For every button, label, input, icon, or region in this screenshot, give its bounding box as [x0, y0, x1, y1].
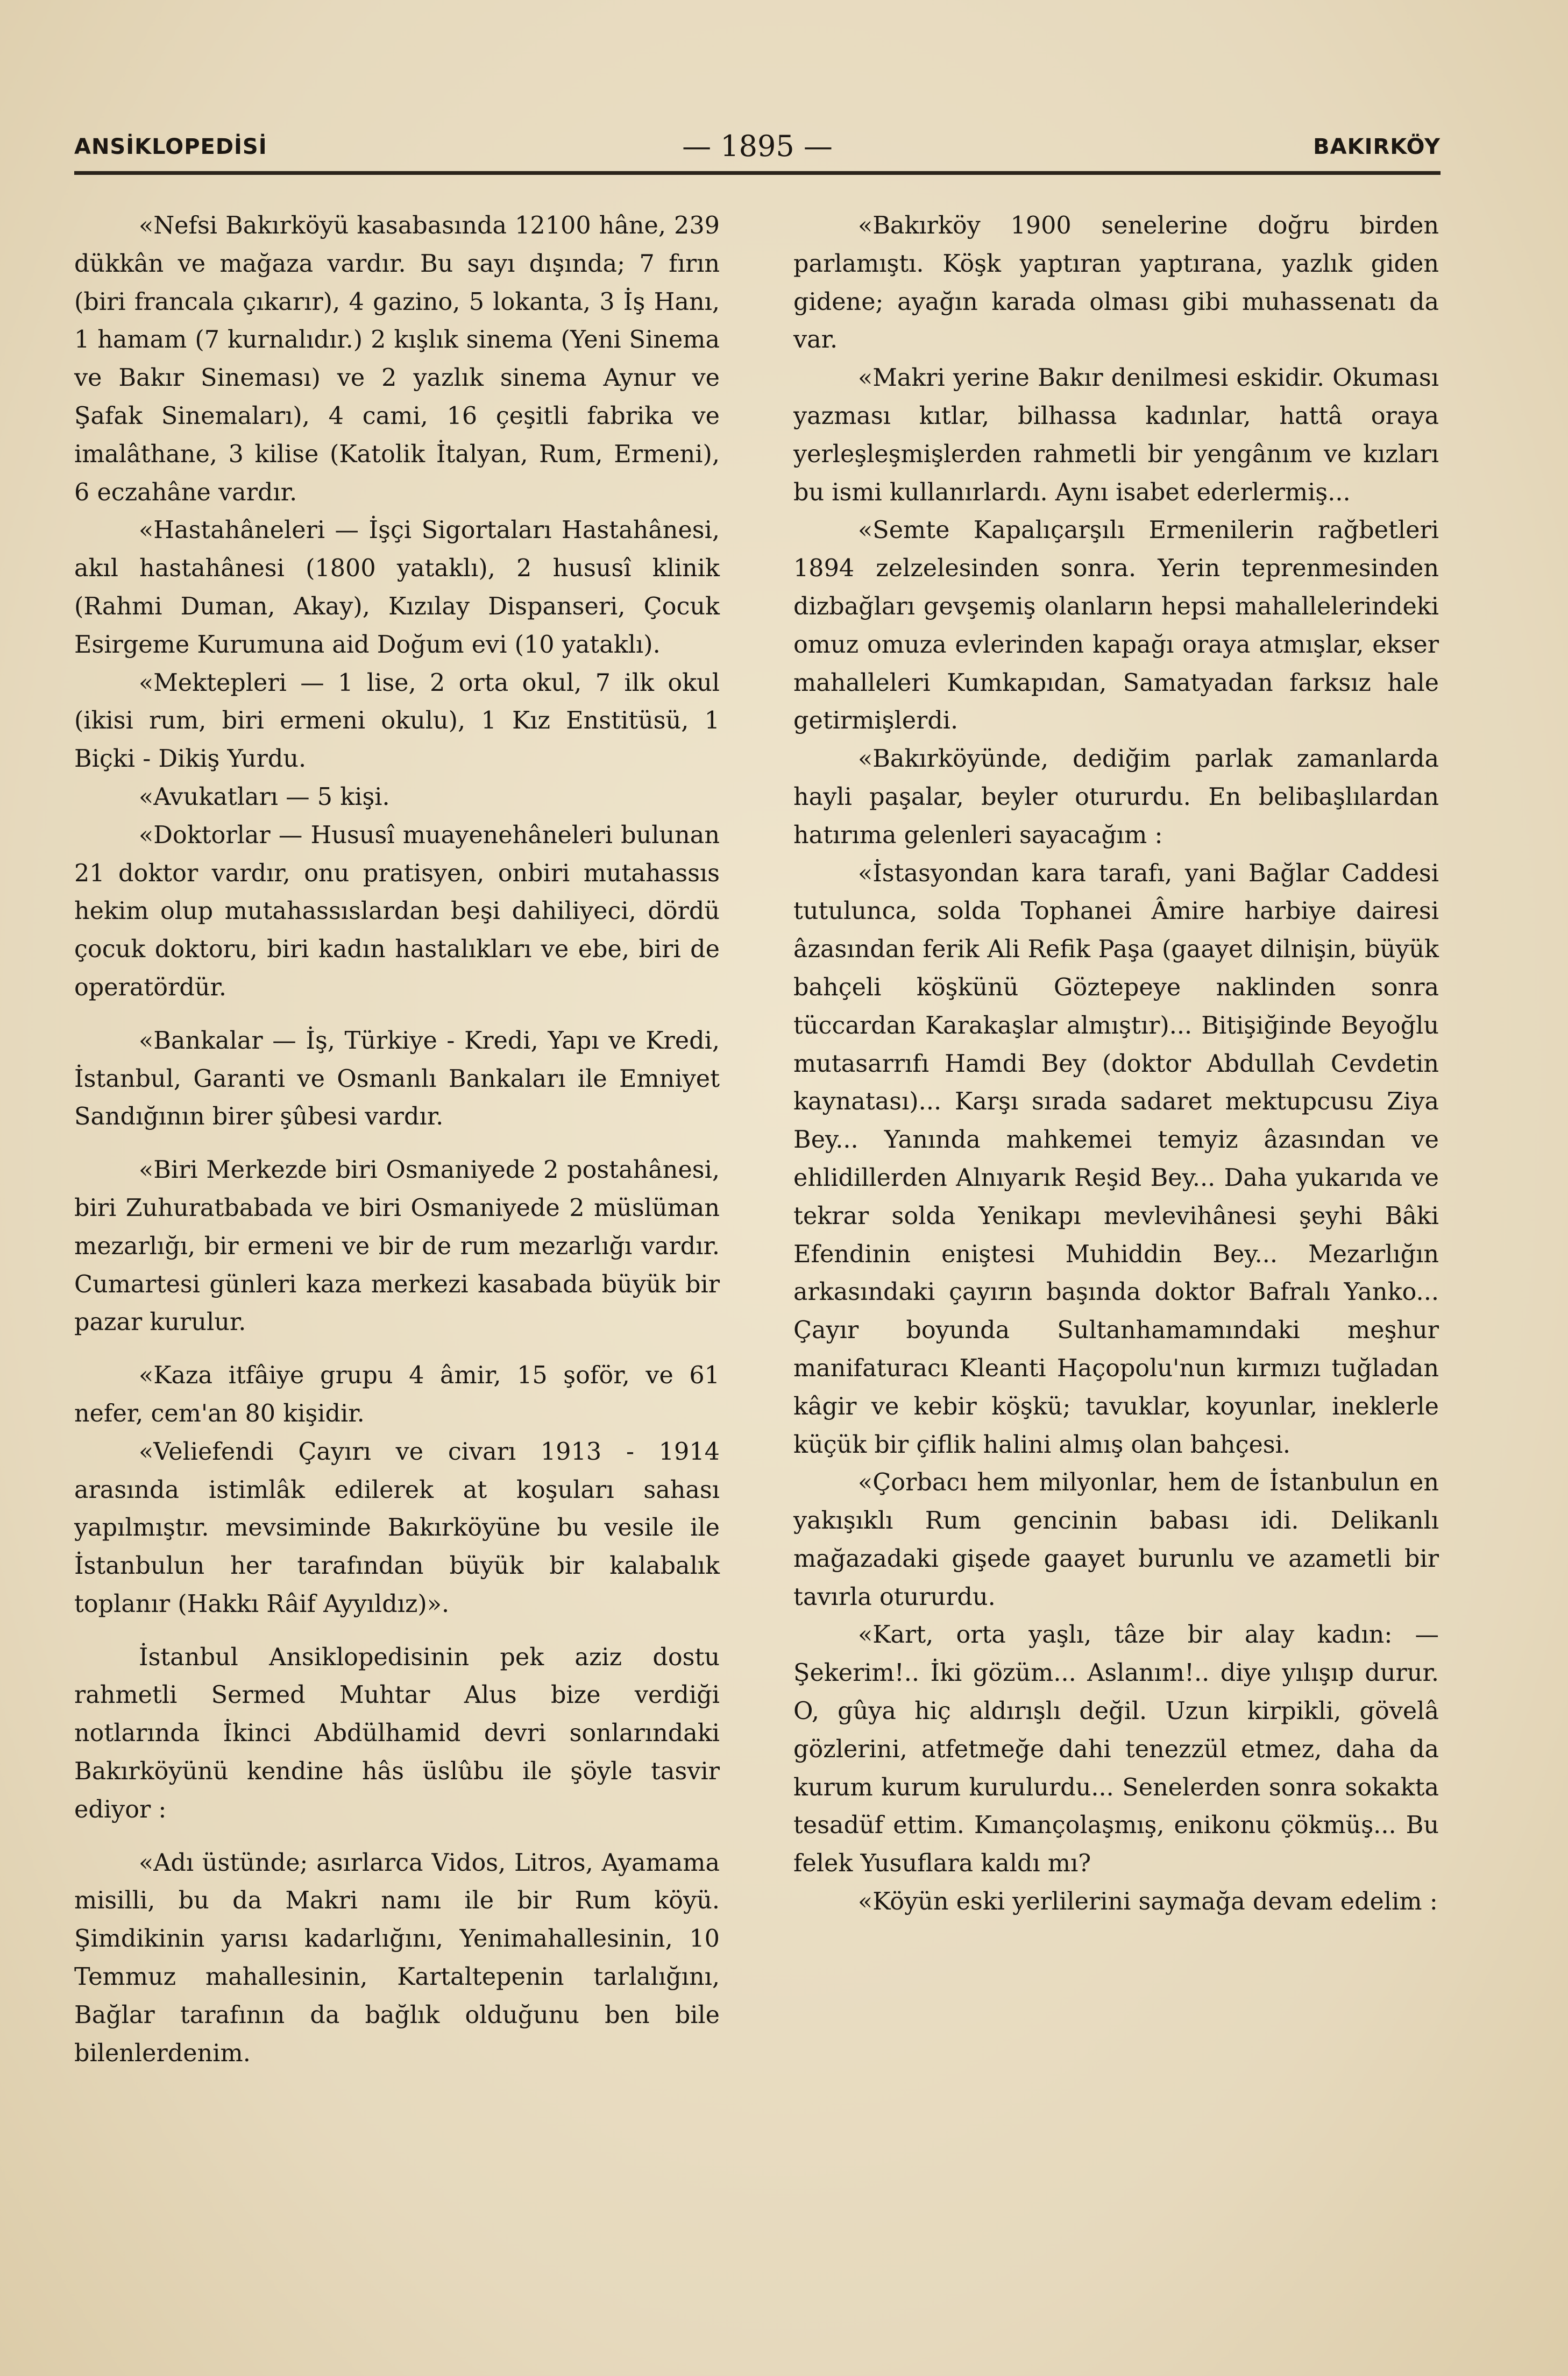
paragraph: «Kaza itfâiye grupu 4 âmir, 15 şoför, ve 61 nefer, cem'an 80 kişidir.: [74, 1362, 720, 1427]
right-column: [793, 207, 1439, 1921]
paragraph: «Adı üstünde; asırlarca Vidos, Litros, Ayamama misilli, bu da Makri namı ile bir Rum köyü. Şimdikinin yarısı kadarlığını, Yenimahallesinin, 10 Temmuz mahallesinin, Kartaltepenin tarlalığını, Bağlar tarafının da bağlık olduğunu ben bile bilenlerdenim.: [74, 1849, 720, 2067]
paragraph: İstanbul Ansiklopedisinin pek aziz dostu rahmetli Sermed Muhtar Alus bize verdiği notlarında İkinci Abdülhamid devri sonlarındaki Bakırköyünü kendine hâs üslûbu ile şöyle tasvir ediyor :: [74, 1643, 720, 1823]
paragraph: «Bakırköy 1900 senelerine doğru birden parlamıştı. Köşk yaptıran yaptırana, yazlık giden gidene; ayağın karada olması gibi muhassenatı da var.: [793, 212, 1439, 354]
page-header: [74, 129, 1441, 172]
paragraph: «Mektepleri — 1 lise, 2 orta okul, 7 ilk okul (ikisi rum, biri ermeni okulu), 1 Kız Enstitüsü, 1 Biçki - Dikiş Yurdu.: [74, 669, 720, 773]
paragraph: «Nefsi Bakırköyü kasabasında 12100 hâne, 239 dükkân ve mağaza vardır. Bu sayı dışında; 7 fırın (biri francala çıkarır), 4 gazino, 5 lokanta, 3 İş Hanı, 1 hamam (7 kurnalıdır.) 2 kışlık sinema (Yeni Sinema ve Bakır Sineması) ve 2 yazlık sinema Aynur ve Şafak Sinemaları), 4 cami, 16 çeşitli fabrika ve imalâthane, 3 kilise (Katolik İtalyan, Rum, Ermeni), 6 eczahâne vardır.: [74, 212, 720, 506]
paragraph: «Bankalar — İş, Türkiye - Kredi, Yapı ve Kredi, İstanbul, Garanti ve Osmanlı Bankaları ile Emniyet Sandığının birer şûbesi vardır.: [74, 1027, 720, 1131]
paragraph: «Hastahâneleri — İşçi Sigortaları Hastahânesi, akıl hastahânesi (1800 yataklı), 2 hususî klinik (Rahmi Duman, Akay), Kızılay Dispanseri, Çocuk Esirgeme Kurumuna aid Doğum evi (10 yataklı).: [74, 517, 720, 659]
paragraph: «Doktorlar — Hususî muayenehâneleri bulunan 21 doktor vardır, onu pratisyen, onbiri mutahassıs hekim olup mutahassıslardan beşi dahiliyeci, dördü çocuk doktoru, biri kadın hastalıkları ve ebe, biri de operatördür.: [74, 821, 720, 1001]
header-left-title: ANSİKLOPEDİSİ: [74, 135, 267, 159]
page-number: — 1895 —: [682, 129, 833, 163]
paragraph: «Makri yerine Bakır denilmesi eskidir. Okuması yazması kıtlar, bilhassa kadınlar, hattâ oraya yerleşleşmişlerden rahmetli bir yengânım ve kızları bu ismi kullanırlardı. Aynı isabet ederlermiş...: [793, 364, 1439, 506]
header-rule: [74, 171, 1441, 175]
left-column: [74, 207, 720, 2073]
paragraph: «Biri Merkezde biri Osmaniyede 2 postahânesi, biri Zuhuratbabada ve biri Osmaniyede 2 müslüman mezarlığı, bir ermeni ve bir de rum mezarlığı vardır. Cumartesi günleri kaza merkezi kasabada büyük bir pazar kurulur.: [74, 1156, 720, 1336]
header-right-title: BAKIRKÖY: [1313, 135, 1441, 159]
paragraph: «Semte Kapalıçarşılı Ermenilerin rağbetleri 1894 zelzelesinden sonra. Yerin teprenmesinden dizbağları gevşemiş olanların hepsi mahallelerindeki omuz omuza evlerinden kapağı oraya atmışlar, ekser mahalleleri Kumkapıdan, Samatyadan farksız hale getirmişlerdi.: [793, 517, 1439, 735]
paragraph: «Avukatları — 5 kişi.: [139, 783, 390, 811]
paragraph: «Veliefendi Çayırı ve civarı 1913 - 1914 arasında istimlâk edilerek at koşuları sahası yapılmıştır. mevsiminde Bakırköyüne bu vesile ile İstanbulun her tarafından büyük bir kalabalık toplanır (Hakkı Râif Ayyıldız)».: [74, 1438, 720, 1618]
paragraph: «Kart, orta yaşlı, tâze bir alay kadın: — Şekerim!.. İki gözüm... Aslanım!.. diye yılışıp durur. O, gûya hiç aldırışlı değil. Uzun kirpikli, gövelâ gözlerini, atfetmeğe dahi tenezzül etmez, daha da kurum kurum kurulurdu... Senelerden sonra sokakta tesadüf ettim. Kımançolaşmış, enikonu çökmüş... Bu felek Yusuflara kaldı mı?: [793, 1621, 1439, 1878]
paragraph: «Bakırköyünde, dediğim parlak zamanlarda hayli paşalar, beyler otururdu. En belibaşlılardan hatırıma gelenleri sayacağım :: [793, 745, 1439, 849]
paragraph: «Çorbacı hem milyonlar, hem de İstanbulun en yakışıklı Rum gencinin babası idi. Delikanlı mağazadaki gişede gaayet burunlu ve azametli bir tavırla otururdu.: [793, 1469, 1439, 1611]
paragraph: «Köyün eski yerlilerini saymağa devam edelim :: [858, 1888, 1438, 1916]
paragraph: «İstasyondan kara tarafı, yani Bağlar Caddesi tutulunca, solda Tophanei Âmire harbiye dairesi âzasından ferik Ali Refik Paşa (gaayet dilnişin, büyük bahçeli köşkünü Göztepeye naklinden sonra tüccardan Karakaşlar almıştır)... Bitişiğinde Beyoğlu mutasarrıfı Hamdi Bey (doktor Abdullah Cevdetin kaynatası)... Karşı sırada sadaret mektupcusu Ziya Bey... Yanında mahkemei temyiz âzasından ve ehlidillerden Alnıyarık Reşid Bey... Daha yukarıda ve tekrar solda Yenikapı mevlevihânesi şeyhi Bâki Efendinin eniştesi Muhiddin Bey... Mezarlığın arkasındaki çayırın başında doktor Bafralı Yanko... Çayır boyunda Sultanhamamındaki meşhur manifaturacı Kleanti Haçopolu'nun kırmızı tuğladan kâgir ve kebir köşkü; tavuklar, koyunlar, ineklerle küçük bir çiflik halini almış olan bahçesi.: [793, 859, 1439, 1459]
